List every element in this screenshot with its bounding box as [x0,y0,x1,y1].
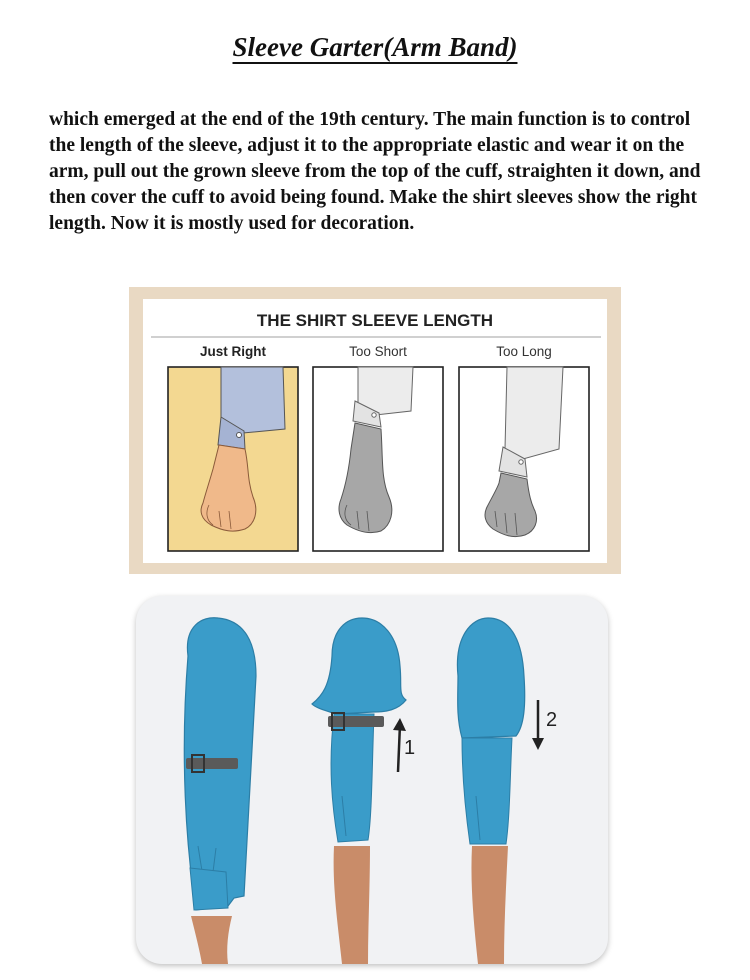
step-label-1: 1 [404,737,416,759]
chart-heading: THE SHIRT SLEEVE LENGTH [256,311,494,330]
sleeve-length-chart [143,299,607,563]
step-label-2: 2 [546,709,558,731]
panel-label-just-right: Just Right [200,344,266,359]
panel-label-too-short: Too Short [349,344,407,359]
arm-step-0 [184,618,256,964]
panel-too-long [459,367,589,551]
page-title: Sleeve Garter(Arm Band) [232,32,518,62]
description-text: which emerged at the end of the 19th century. The main function is to control the length of the sleeve, adjust it to the appropriate elastic and wear it on the arm, pull out the grown sleeve from the top of the cuff, straighten it down, and then cover the cuff to avoid being found. Make the shirt sleeves show the right length. Now it is mostly used for decoration. [49,109,701,234]
sleeve-length-card [129,287,621,574]
panel-label-too-long: Too Long [496,344,552,359]
arm-step-1 [312,618,415,964]
panel-too-short [313,367,443,551]
panel-just-right [168,367,298,551]
arm-step-2 [457,618,557,964]
garter-steps-card [136,596,608,964]
